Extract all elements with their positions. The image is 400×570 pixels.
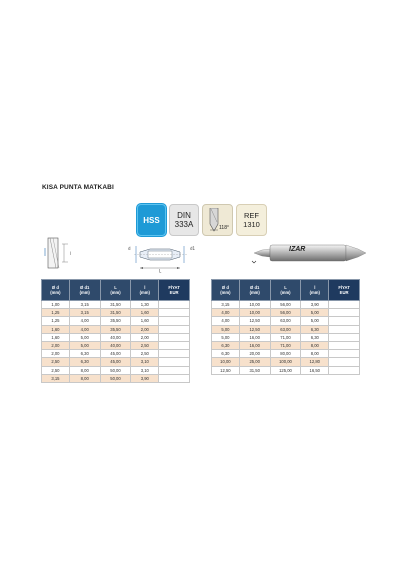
header-pilot-length: l (mm): [131, 280, 159, 301]
table-row: [42, 341, 190, 349]
cell-length: 125,00: [270, 366, 301, 374]
header-d1: Ø d1 (mm): [239, 280, 270, 301]
cell-length: 100,00: [270, 358, 301, 366]
cell-d1: 6,30: [69, 350, 100, 358]
cell-pilot-length: 16,50: [301, 366, 329, 374]
point-angle-label: 118°: [219, 225, 229, 231]
cell-length: 40,00: [100, 333, 131, 341]
cell-pilot-length: 3,90: [131, 374, 159, 382]
cell-price: [159, 309, 190, 317]
cell-pilot-length: 3,10: [131, 366, 159, 374]
svg-text:d: d: [128, 246, 131, 251]
cell-pilot-length: 8,00: [301, 341, 329, 349]
cell-d: 2,50: [42, 358, 70, 366]
table-row: [42, 325, 190, 333]
cell-d1: 25,00: [239, 358, 270, 366]
header-length: L (mm): [100, 280, 131, 301]
table-row: [42, 317, 190, 325]
table-row: [42, 350, 190, 358]
cell-pilot-length: 8,00: [301, 350, 329, 358]
hss-badge: [137, 204, 166, 236]
cell-d: 1,25: [42, 309, 70, 317]
cell-d: 2,50: [42, 366, 70, 374]
cell-length: 50,00: [100, 374, 131, 382]
drill-profile-diagram: [40, 234, 82, 274]
cell-length: 56,00: [270, 301, 301, 309]
header-length: L (mm): [270, 280, 301, 301]
cell-d1: 4,00: [69, 317, 100, 325]
cell-length: 80,00: [270, 350, 301, 358]
cell-d1: 3,15: [69, 301, 100, 309]
cell-d1: 6,30: [69, 358, 100, 366]
din-standard-badge: [169, 204, 199, 236]
cell-price: [159, 350, 190, 358]
table-row: [212, 341, 360, 349]
point-angle-badge: [202, 204, 233, 236]
center-drill-bit-image: [250, 239, 370, 267]
cell-d: 5,00: [212, 325, 240, 333]
cell-price: [159, 358, 190, 366]
table-row: [42, 333, 190, 341]
cell-d: 1,60: [42, 325, 70, 333]
cell-d1: 5,00: [69, 333, 100, 341]
cell-d1: 16,00: [239, 333, 270, 341]
section-title: KISA PUNTA MATKABI: [42, 184, 114, 191]
cell-length: 31,50: [100, 301, 131, 309]
table-row: [212, 350, 360, 358]
dimensions-table-left: [41, 279, 190, 383]
cell-price: [329, 350, 360, 358]
header-price: FİYAT EUR: [159, 280, 190, 301]
din-label: DIN: [177, 211, 191, 220]
cell-d: 6,30: [212, 350, 240, 358]
cell-price: [159, 333, 190, 341]
cell-price: [329, 317, 360, 325]
header-pilot-length: l (mm): [301, 280, 329, 301]
cell-length: 50,00: [100, 366, 131, 374]
header-d: Ø d (mm): [42, 280, 70, 301]
cell-length: 35,50: [100, 317, 131, 325]
cell-price: [329, 301, 360, 309]
cell-price: [329, 325, 360, 333]
cell-pilot-length: 5,00: [301, 309, 329, 317]
cell-price: [159, 341, 190, 349]
cell-d: 1,60: [42, 333, 70, 341]
cell-d1: 31,50: [239, 366, 270, 374]
cell-d: 5,00: [212, 333, 240, 341]
cell-pilot-length: 2,00: [131, 333, 159, 341]
cell-d: 4,00: [212, 309, 240, 317]
cell-d1: 12,50: [239, 325, 270, 333]
table-header-row: [42, 280, 190, 301]
cell-length: 35,50: [100, 325, 131, 333]
cell-price: [159, 374, 190, 382]
table-row: [212, 309, 360, 317]
cell-d: 2,00: [42, 341, 70, 349]
svg-text:d1: d1: [190, 246, 196, 251]
cell-length: 56,00: [270, 309, 301, 317]
cell-d1: 16,00: [239, 341, 270, 349]
cell-pilot-length: 1,30: [131, 301, 159, 309]
cell-price: [329, 341, 360, 349]
cell-price: [329, 309, 360, 317]
cell-length: 71,00: [270, 333, 301, 341]
cell-length: 45,00: [100, 358, 131, 366]
center-drill-dimension-diagram: [126, 238, 206, 274]
table-row: [42, 366, 190, 374]
dimensions-table-right: [211, 279, 360, 375]
cell-d: 3,15: [212, 301, 240, 309]
cell-d1: 10,00: [239, 309, 270, 317]
cell-d: 2,00: [42, 350, 70, 358]
cell-pilot-length: 3,90: [301, 301, 329, 309]
cell-d1: 3,15: [69, 309, 100, 317]
cell-pilot-length: 1,60: [131, 317, 159, 325]
cell-price: [159, 325, 190, 333]
header-d1: Ø d1 (mm): [69, 280, 100, 301]
cell-price: [329, 366, 360, 374]
cell-d: 3,15: [42, 374, 70, 382]
table-row: [212, 301, 360, 309]
din-number: 333A: [174, 220, 194, 229]
cell-length: 45,00: [100, 350, 131, 358]
cell-pilot-length: 6,30: [301, 325, 329, 333]
table-row: [212, 317, 360, 325]
brand-logo: IZAR: [289, 246, 306, 253]
table-row: [42, 301, 190, 309]
cell-pilot-length: 1,60: [131, 309, 159, 317]
cell-length: 31,50: [100, 309, 131, 317]
cell-d1: 20,00: [239, 350, 270, 358]
svg-text:L: L: [159, 268, 162, 274]
cell-price: [159, 317, 190, 325]
table-row: [212, 333, 360, 341]
cell-pilot-length: 5,00: [301, 317, 329, 325]
cell-pilot-length: 3,10: [131, 358, 159, 366]
cell-length: 40,00: [100, 341, 131, 349]
cell-d: 12,50: [212, 366, 240, 374]
cell-price: [159, 301, 190, 309]
cell-length: 63,00: [270, 325, 301, 333]
ref-label: REF: [244, 211, 259, 220]
cell-price: [329, 333, 360, 341]
cell-pilot-length: 2,50: [131, 350, 159, 358]
ref-number: 1310: [243, 220, 260, 229]
cell-pilot-length: 2,50: [131, 341, 159, 349]
table-row: [212, 358, 360, 366]
table-row: [212, 366, 360, 374]
table-header-row: [212, 280, 360, 301]
header-price: FİYAT EUR: [329, 280, 360, 301]
cell-d1: 5,00: [69, 341, 100, 349]
table-row: [42, 309, 190, 317]
table-row: [42, 374, 190, 382]
svg-text:l: l: [70, 251, 72, 256]
table-row: [212, 325, 360, 333]
cell-d: 4,00: [212, 317, 240, 325]
table-row: [42, 358, 190, 366]
cell-d1: 12,50: [239, 317, 270, 325]
cell-d1: 8,00: [69, 374, 100, 382]
cell-d1: 4,00: [69, 325, 100, 333]
cell-price: [329, 358, 360, 366]
cell-d1: 8,00: [69, 366, 100, 374]
cell-pilot-length: 2,00: [131, 325, 159, 333]
cell-price: [159, 366, 190, 374]
cell-d: 1,25: [42, 317, 70, 325]
hss-badge-label: HSS: [143, 215, 160, 225]
cell-d: 6,30: [212, 341, 240, 349]
cell-d: 1,00: [42, 301, 70, 309]
cell-d: 10,00: [212, 358, 240, 366]
cell-pilot-length: 6,30: [301, 333, 329, 341]
cell-length: 63,00: [270, 317, 301, 325]
cell-d1: 10,00: [239, 301, 270, 309]
cell-length: 71,00: [270, 341, 301, 349]
cell-pilot-length: 12,80: [301, 358, 329, 366]
reference-badge: [236, 204, 267, 236]
header-d: Ø d (mm): [212, 280, 240, 301]
